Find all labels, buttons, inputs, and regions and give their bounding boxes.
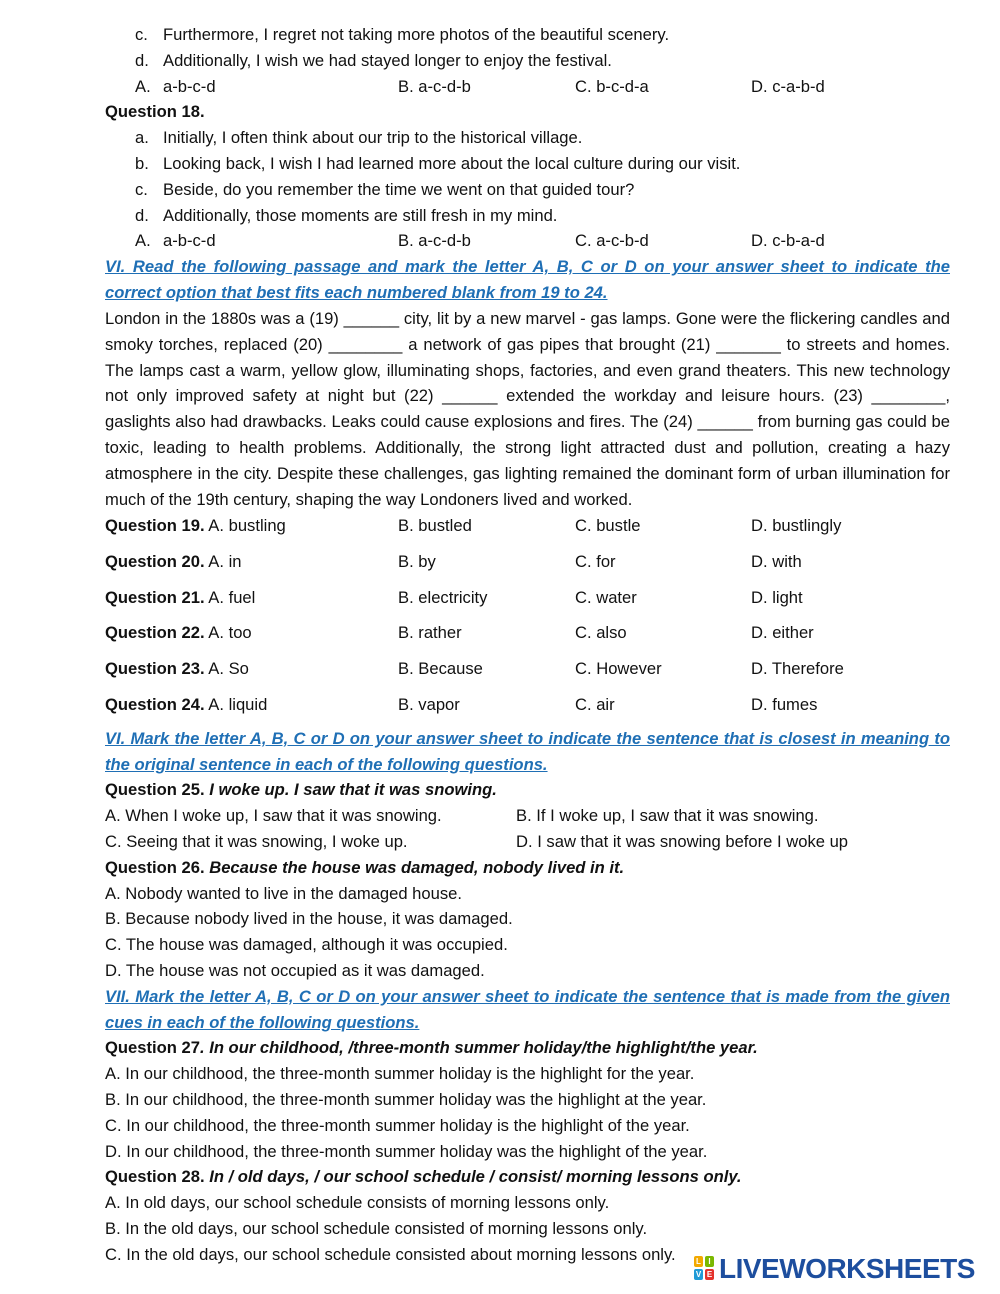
section-6b-instruction: VI. Mark the letter A, B, C or D on your answer sheet to indicate the sentence that is closest in meaning to the original sentence in each of the following questions. bbox=[105, 728, 950, 774]
cloze-questions bbox=[105, 513, 950, 728]
cloze-option-a[interactable]: Question 21. A. fuel bbox=[105, 587, 256, 607]
cloze-option-c[interactable]: C. However bbox=[575, 659, 662, 679]
q28-title: Question 28. In / old days, / our school schedule / consist/ morning lessons only. bbox=[105, 1167, 742, 1187]
q25-option-d[interactable]: D. I saw that it was snowing before I woke up bbox=[516, 831, 849, 851]
question-label: Question 20. bbox=[105, 551, 205, 571]
cloze-option-d[interactable]: D. Therefore bbox=[751, 659, 844, 679]
q26-title: Question 26. Because the house was damaged, nobody lived in it. bbox=[105, 857, 625, 877]
cloze-option-a[interactable]: Question 23. A. So bbox=[105, 659, 249, 679]
q27-option-d[interactable]: D. In our childhood, the three-month summer holiday was the highlight of the year. bbox=[105, 1141, 708, 1161]
section-7-instruction: VII. Mark the letter A, B, C or D on your answer sheet to indicate the sentence that is made from the given cues in each of the following questions. bbox=[105, 986, 950, 1032]
q25-options-row-1 bbox=[105, 803, 950, 829]
q18-title: Question 18. bbox=[105, 102, 205, 122]
passage-text: London in the 1880s was a (19) ______ city, lit by a new marvel - gas lamps. Gone were the flickering candles and smoky torches, replaced (20) ________ a network of gas pipes that brought (21) _______ to streets and homes. The lamps cast a warm, yellow glow, illuminating shops, factories, and even grand theaters. This new technology not only improved safety at night but (22) ______ extended the workday and leisure hours. (23) ________, gaslights also had drawbacks. Leaks could cause explosions and fires. The (24) ______ from burning gas could be toxic, leading to health problems. Additionally, the strong light attracted dust and pollution, creating a hazy atmosphere in the city. Despite these challenges, gas lighting remained the dominant form of urban illumination for much of the 19th century, shaping the way Londoners lived and worked. bbox=[105, 308, 950, 510]
cloze-option-b[interactable]: B. bustled bbox=[398, 516, 472, 536]
q26-option-a[interactable]: A. Nobody wanted to live in the damaged house. bbox=[105, 883, 463, 903]
cloze-option-d[interactable]: D. light bbox=[751, 587, 803, 607]
q28-option-b[interactable]: B. In the old days, our school schedule consisted of morning lessons only. bbox=[105, 1218, 648, 1238]
cloze-option-b[interactable]: B. by bbox=[398, 551, 436, 571]
q17-option-d[interactable]: D. c-a-b-d bbox=[751, 76, 825, 96]
cloze-option-c[interactable]: C. for bbox=[575, 551, 616, 571]
section-6-instruction: VI. Read the following passage and mark the letter A, B, C or D on your answer sheet to indicate the correct option that best fits each numbered blank from 19 to 24. bbox=[105, 257, 950, 302]
cloze-question-row bbox=[105, 620, 950, 656]
cloze-option-a[interactable]: Question 22. A. too bbox=[105, 623, 252, 643]
cloze-option-d[interactable]: D. either bbox=[751, 623, 814, 643]
cloze-option-c[interactable]: C. bustle bbox=[575, 516, 641, 536]
q25-title: Question 25. I woke up. I saw that it was snowing. bbox=[105, 780, 497, 800]
q25-options-row-2 bbox=[105, 829, 950, 855]
question-label: Question 21. bbox=[105, 587, 205, 607]
q18-item-d: d. Additionally, those moments are still fresh in my mind. bbox=[135, 205, 558, 225]
q18-option-d[interactable]: D. c-b-a-d bbox=[751, 231, 825, 251]
q28-option-c[interactable]: C. In the old days, our school schedule consisted about morning lessons only. bbox=[105, 1244, 676, 1264]
q25-option-b[interactable]: B. If I woke up, I saw that it was snowing. bbox=[516, 806, 819, 826]
cloze-question-row bbox=[105, 549, 950, 585]
q18-option-b[interactable]: B. a-c-d-b bbox=[398, 231, 471, 251]
q26-option-d[interactable]: D. The house was not occupied as it was damaged. bbox=[105, 960, 485, 980]
cloze-option-d[interactable]: D. fumes bbox=[751, 695, 818, 714]
liveworksheets-mark-icon: L I V E bbox=[695, 1257, 713, 1279]
q17-option-b[interactable]: B. a-c-d-b bbox=[398, 76, 471, 96]
question-label: Question 24. bbox=[105, 695, 205, 714]
q18-item-b: b. Looking back, I wish I had learned more about the local culture during our visit. bbox=[135, 153, 741, 173]
q25-option-a[interactable]: A. When I woke up, I saw that it was snowing. bbox=[105, 806, 442, 826]
cloze-option-d[interactable]: D. bustlingly bbox=[751, 516, 842, 536]
liveworksheets-logo[interactable] bbox=[692, 1254, 975, 1284]
q18-options: A. a-b-c-d B. a-c-d-b C. a-c-b-d D. c-b-a-d bbox=[105, 228, 950, 254]
worksheet-page bbox=[105, 22, 950, 1268]
question-label: Question 19. bbox=[105, 516, 205, 536]
q27-option-c[interactable]: C. In our childhood, the three-month summer holiday is the highlight of the year. bbox=[105, 1115, 690, 1135]
liveworksheets-wordmark: LIVEWORKSHEETS bbox=[719, 1253, 975, 1284]
q18-item-a: a. Initially, I often think about our trip to the historical village. bbox=[135, 128, 583, 148]
q28-option-a[interactable]: A. In old days, our school schedule consists of morning lessons only. bbox=[105, 1193, 610, 1213]
cloze-question-row bbox=[105, 692, 950, 728]
cloze-option-b[interactable]: B. Because bbox=[398, 659, 483, 679]
q18-option-c[interactable]: C. a-c-b-d bbox=[575, 231, 649, 251]
q17-item-d: d. Additionally, I wish we had stayed longer to enjoy the festival. bbox=[135, 50, 612, 70]
q27-title: Question 27. In our childhood, /three-month summer holiday/the highlight/the year. bbox=[105, 1038, 758, 1058]
q27-option-a[interactable]: A. In our childhood, the three-month summer holiday is the highlight for the year. bbox=[105, 1064, 695, 1084]
cloze-question-row bbox=[105, 656, 950, 692]
q26-option-c[interactable]: C. The house was damaged, although it was occupied. bbox=[105, 935, 508, 955]
q26-option-b[interactable]: B. Because nobody lived in the house, it was damaged. bbox=[105, 909, 513, 929]
question-label: Question 22. bbox=[105, 623, 205, 643]
cloze-option-b[interactable]: B. electricity bbox=[398, 587, 488, 607]
cloze-option-b[interactable]: B. vapor bbox=[398, 695, 460, 714]
cloze-option-a[interactable]: Question 20. A. in bbox=[105, 551, 242, 571]
cloze-option-c[interactable]: C. air bbox=[575, 695, 615, 714]
cloze-question-row bbox=[105, 513, 950, 549]
cloze-option-c[interactable]: C. water bbox=[575, 587, 637, 607]
cloze-question-row bbox=[105, 585, 950, 621]
question-label: Question 23. bbox=[105, 659, 205, 679]
cloze-option-b[interactable]: B. rather bbox=[398, 623, 462, 643]
q17-item-c: c. Furthermore, I regret not taking more photos of the beautiful scenery. bbox=[135, 25, 670, 44]
cloze-option-a[interactable]: Question 24. A. liquid bbox=[105, 695, 268, 714]
q17-option-c[interactable]: C. b-c-d-a bbox=[575, 76, 649, 96]
cloze-option-d[interactable]: D. with bbox=[751, 551, 802, 571]
q17-options: A. a-b-c-d B. a-c-d-b C. b-c-d-a D. c-a-b-d bbox=[105, 74, 950, 100]
q25-option-c[interactable]: C. Seeing that it was snowing, I woke up. bbox=[105, 831, 408, 851]
cloze-option-c[interactable]: C. also bbox=[575, 623, 627, 643]
q27-option-b[interactable]: B. In our childhood, the three-month summer holiday was the highlight at the year. bbox=[105, 1089, 707, 1109]
cloze-option-a[interactable]: Question 19. A. bustling bbox=[105, 516, 286, 536]
q18-item-c: c. Beside, do you remember the time we went on that guided tour? bbox=[135, 179, 635, 199]
